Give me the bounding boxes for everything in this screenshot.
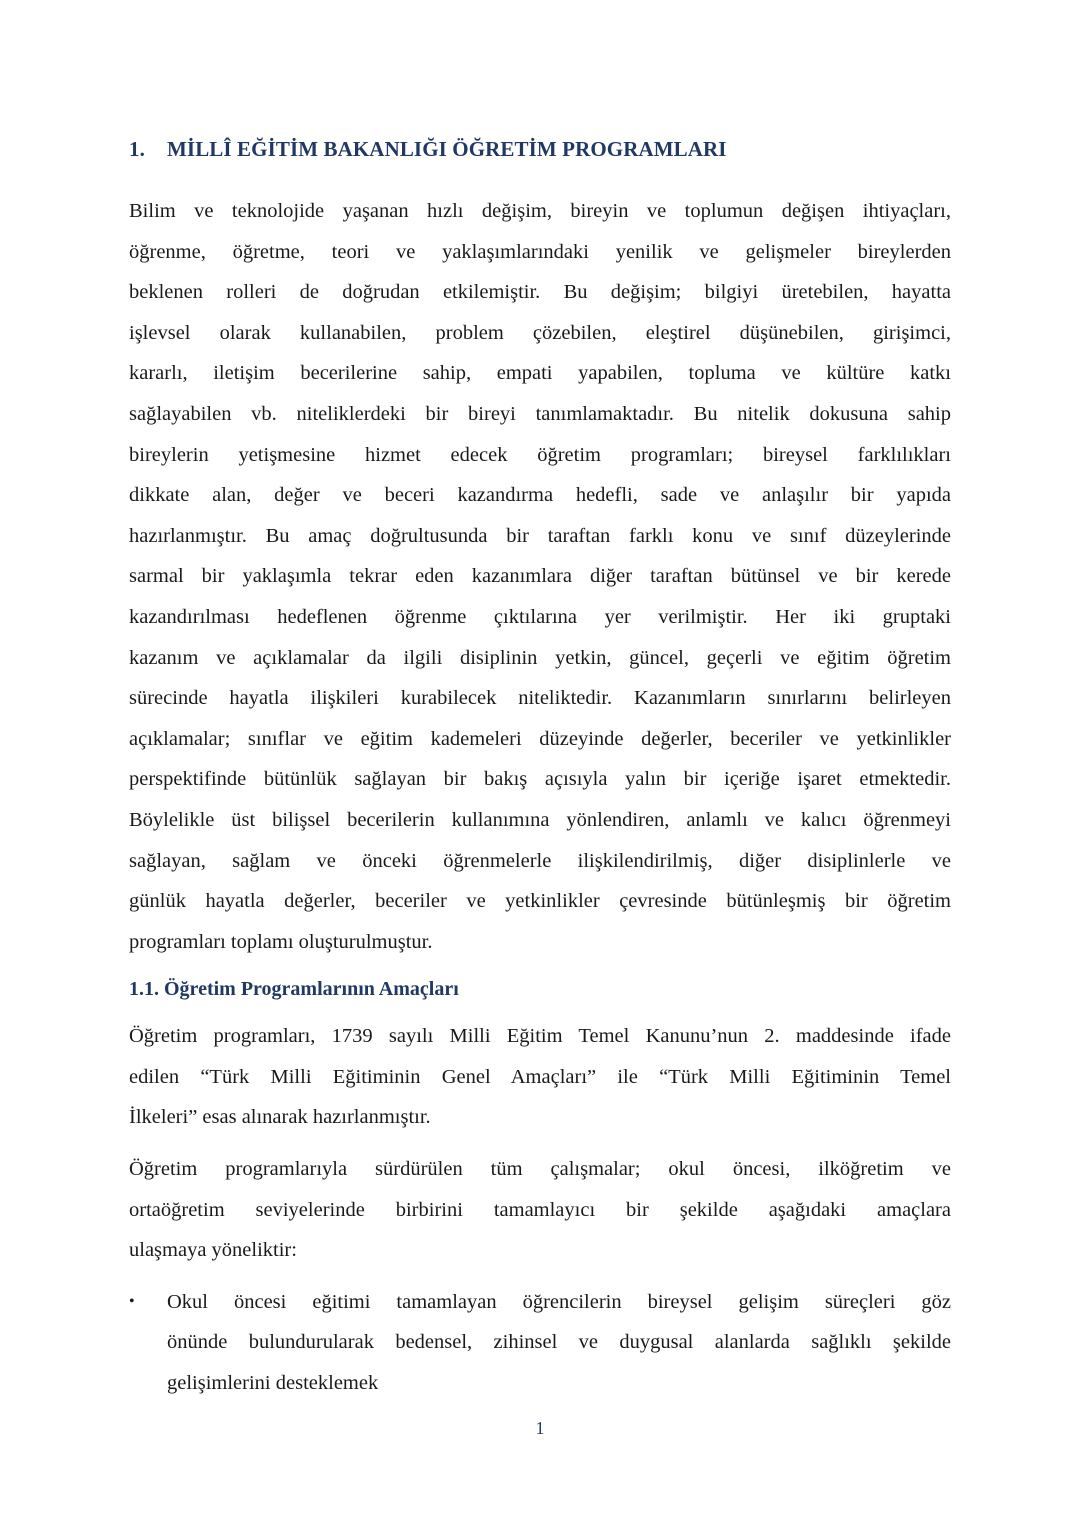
text-line: edilen “Türk Milli Eğitiminin Genel Amaçları” ile “Türk Milli Eğitiminin Temel — [129, 1065, 951, 1088]
text-line: kazanım ve açıklamalar da ilgili disiplinin yetkin, güncel, geçerli ve eğitim öğretim — [129, 646, 951, 669]
text-line: Öğretim programlarıyla sürdürülen tüm çalışmalar; okul öncesi, ilköğretim ve — [129, 1158, 951, 1181]
text-line: programları toplamı oluşturulmuştur. — [129, 930, 433, 953]
text-line: sürecinde hayatla ilişkileri kurabilecek niteliktedir. Kazanımların sınırlarını belirleyen — [129, 687, 951, 710]
text-line: bireylerin yetişmesine hizmet edecek öğretim programları; bireysel farklılıkları — [129, 443, 951, 466]
text-line: kazandırılması hedeflenen öğrenme çıktılarına yer verilmiştir. Her iki gruptaki — [129, 605, 951, 628]
text-line: Öğretim programları, 1739 sayılı Milli Eğitim Temel Kanunu’nun 2. maddesinde ifade — [129, 1025, 951, 1048]
text-line: Bilim ve teknolojide yaşanan hızlı değişim, bireyin ve toplumun değişen ihtiyaçları, — [129, 200, 951, 222]
section-heading — [129, 134, 951, 164]
page-content — [129, 134, 951, 1404]
text-line: İlkeleri” esas alınarak hazırlanmıştır. — [129, 1106, 431, 1129]
paragraph-spacer — [129, 1138, 951, 1149]
text-line: önünde bulundurularak bedensel, zihinsel ve duygusal alanlarda sağlıklı şekilde — [167, 1331, 951, 1354]
text-line: sarmal bir yaklaşımla tekrar eden kazanımlara diğer taraftan bütünsel ve bir kerede — [129, 565, 951, 588]
paragraph-spacer — [129, 1271, 951, 1282]
intro-paragraph — [129, 191, 951, 962]
text-line: günlük hayatla değerler, beceriler ve yetkinlikler çevresinde bütünleşmiş bir öğretim — [129, 890, 951, 913]
text-line: ortaöğretim seviyelerinde birbirini tamamlayıcı bir şekilde aşağıdaki amaçlara — [129, 1198, 951, 1221]
text-line: işlevsel olarak kullanabilen, problem çözebilen, eleştirel düşünebilen, girişimci, — [129, 321, 951, 344]
text-line: Böylelikle üst bilişsel becerilerin kullanımına yönlendiren, anlamlı ve kalıcı öğrenmeyi — [129, 808, 951, 831]
text-line: gelişimlerini desteklemek — [167, 1372, 379, 1395]
section-title: MİLLÎ EĞİTİM BAKANLIĞI ÖĞRETİM PROGRAMLARI — [167, 137, 727, 161]
text-line: perspektifinde bütünlük sağlayan bir bakış açısıyla yalın bir içeriğe işaret etmektedir. — [129, 768, 951, 791]
bullet-list-item — [129, 1282, 951, 1404]
text-line: açıklamalar; sınıflar ve eğitim kademeleri düzeyinde değerler, beceriler ve yetkinlikler — [129, 727, 951, 750]
text-line: sağlayabilen vb. niteliklerdeki bir bireyi tanımlamaktadır. Bu nitelik dokusuna sahip — [129, 402, 951, 425]
text-line: hazırlanmıştır. Bu amaç doğrultusunda bir taraftan farklı konu ve sınıf düzeylerinde — [129, 524, 951, 547]
text-line: beklenen rolleri de doğrudan etkilemiştir. Bu değişim; bilgiyi üretebilen, hayatta — [129, 281, 951, 304]
text-line: Okul öncesi eğitimi tamamlayan öğrencilerin bireysel gelişim süreçleri göz — [167, 1290, 951, 1313]
law-reference-paragraph — [129, 1016, 951, 1138]
text-line: dikkate alan, değer ve beceri kazandırma hedefli, sade ve anlaşılır bir yapıda — [129, 484, 951, 507]
text-line: ulaşmaya yöneliktir: — [129, 1239, 297, 1262]
subsection-heading: 1.1. Öğretim Programlarının Amaçları — [129, 978, 459, 1001]
page-number: 1 — [535, 1418, 545, 1438]
section-number: 1. — [129, 137, 145, 161]
text-line: öğrenme, öğretme, teori ve yaklaşımlarındaki yenilik ve gelişmeler bireylerden — [129, 240, 951, 263]
goals-intro-paragraph — [129, 1149, 951, 1271]
bullet-icon: • — [129, 1292, 135, 1310]
text-line: kararlı, iletişim becerilerine sahip, empati yapabilen, topluma ve kültüre katkı — [129, 362, 951, 385]
text-line: sağlayan, sağlam ve önceki öğrenmelerle ilişkilendirilmiş, diğer disiplinlerle ve — [129, 849, 951, 872]
